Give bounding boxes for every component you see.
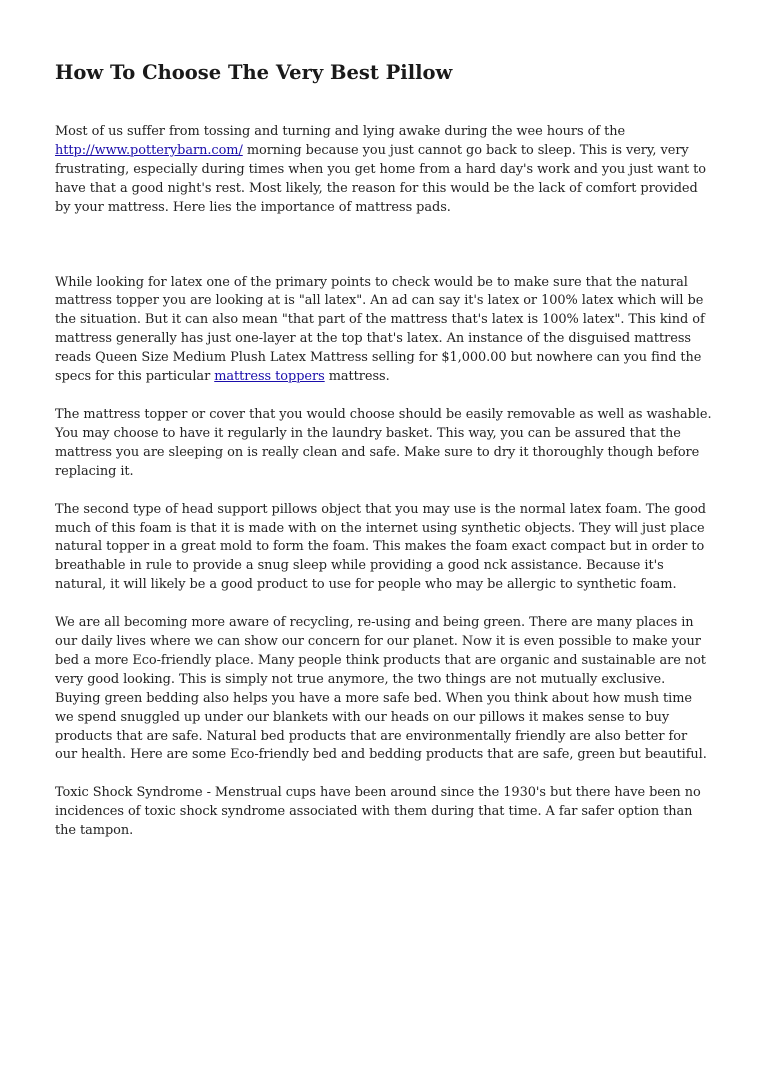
spacer	[55, 218, 713, 274]
paragraph-eco-friendly: We are all becoming more aware of recycling, re-using and being green. There are many places in our daily lives where we can show our concern for our planet. Now it is even possible to make your bed a more Eco-friendly place. Many people think products that are organic and sustainable are not very good looking. This is simply not true anymore, the two things are not mutually exclusive. Buying green bedding also helps you have a more safe bed. When you think about how mush time we spend snuggled up under our blankets with our heads on our pillows it makes sense to buy products that are safe. Natural bed products that are environmentally friendly are also better for our health. Here are some Eco-friendly bed and bedding products that are safe, green but beautiful.	[55, 615, 707, 763]
potterybarn-link[interactable]: http://www.potterybarn.com/	[55, 142, 243, 158]
paragraph-latex-text-before: While looking for latex one of the primary points to check would be to make sure that the natural mattress topper you are looking at is "all latex". An ad can say it's latex or 100% latex which will be the situation. But it can also mean "that part of the mattress that's latex is 100% latex". This kind of mattress generally has just one-layer at the top that's latex. An instance of the disguised mattress reads Queen Size Medium Plush Latex Mattress selling for $1,000.00 but nowhere can you find the specs for this particular	[55, 274, 705, 385]
paragraph-intro	[55, 123, 713, 218]
paragraph-latex-text-after: mattress.	[324, 369, 390, 385]
paragraph-intro-text-before: Most of us suffer from tossing and turning and lying awake during the wee hours of the	[55, 124, 626, 139]
spacer	[55, 387, 713, 406]
spacer	[55, 482, 713, 501]
mattress-toppers-link[interactable]: mattress toppers	[214, 369, 325, 385]
paragraph-topper-cover: The mattress topper or cover that you would choose should be easily removable as well as washable. You may choose to have it regularly in the laundry basket. This way, you can be assured that the mattress you are sleeping on is really clean and safe. Make sure to dry it thoroughly though before replacing it.	[55, 406, 712, 479]
spacer	[55, 765, 713, 784]
page-title: How To Choose The Very Best Pillow	[55, 61, 453, 84]
paragraph-intro-text-after: morning because you just cannot go back to sleep. This is very, very frustrating, especially during times when you get home from a hard day's work and you just want to have that a good night's rest. Most likely, the reason for this would be the lack of comfort provided by your mattress. Here lies the importance of mattress pads.	[55, 142, 706, 215]
paragraph-latex	[55, 274, 713, 387]
paragraph-toxic-shock: Toxic Shock Syndrome - Menstrual cups have been around since the 1930's but there have been no incidences of toxic shock syndrome associated with them during that time. A far safer option than the tampon.	[55, 785, 701, 839]
spacer	[55, 595, 713, 614]
paragraph-latex-foam: The second type of head support pillows object that you may use is the normal latex foam. The good much of this foam is that it is made with on the internet using synthetic objects. They will just place natural topper in a great mold to form the foam. This makes the foam exact compact but in order to breathable in rule to provide a snug sleep while providing a good nck assistance. Because it's natural, it will likely be a good product to use for people who may be allergic to synthetic foam.	[55, 501, 707, 593]
